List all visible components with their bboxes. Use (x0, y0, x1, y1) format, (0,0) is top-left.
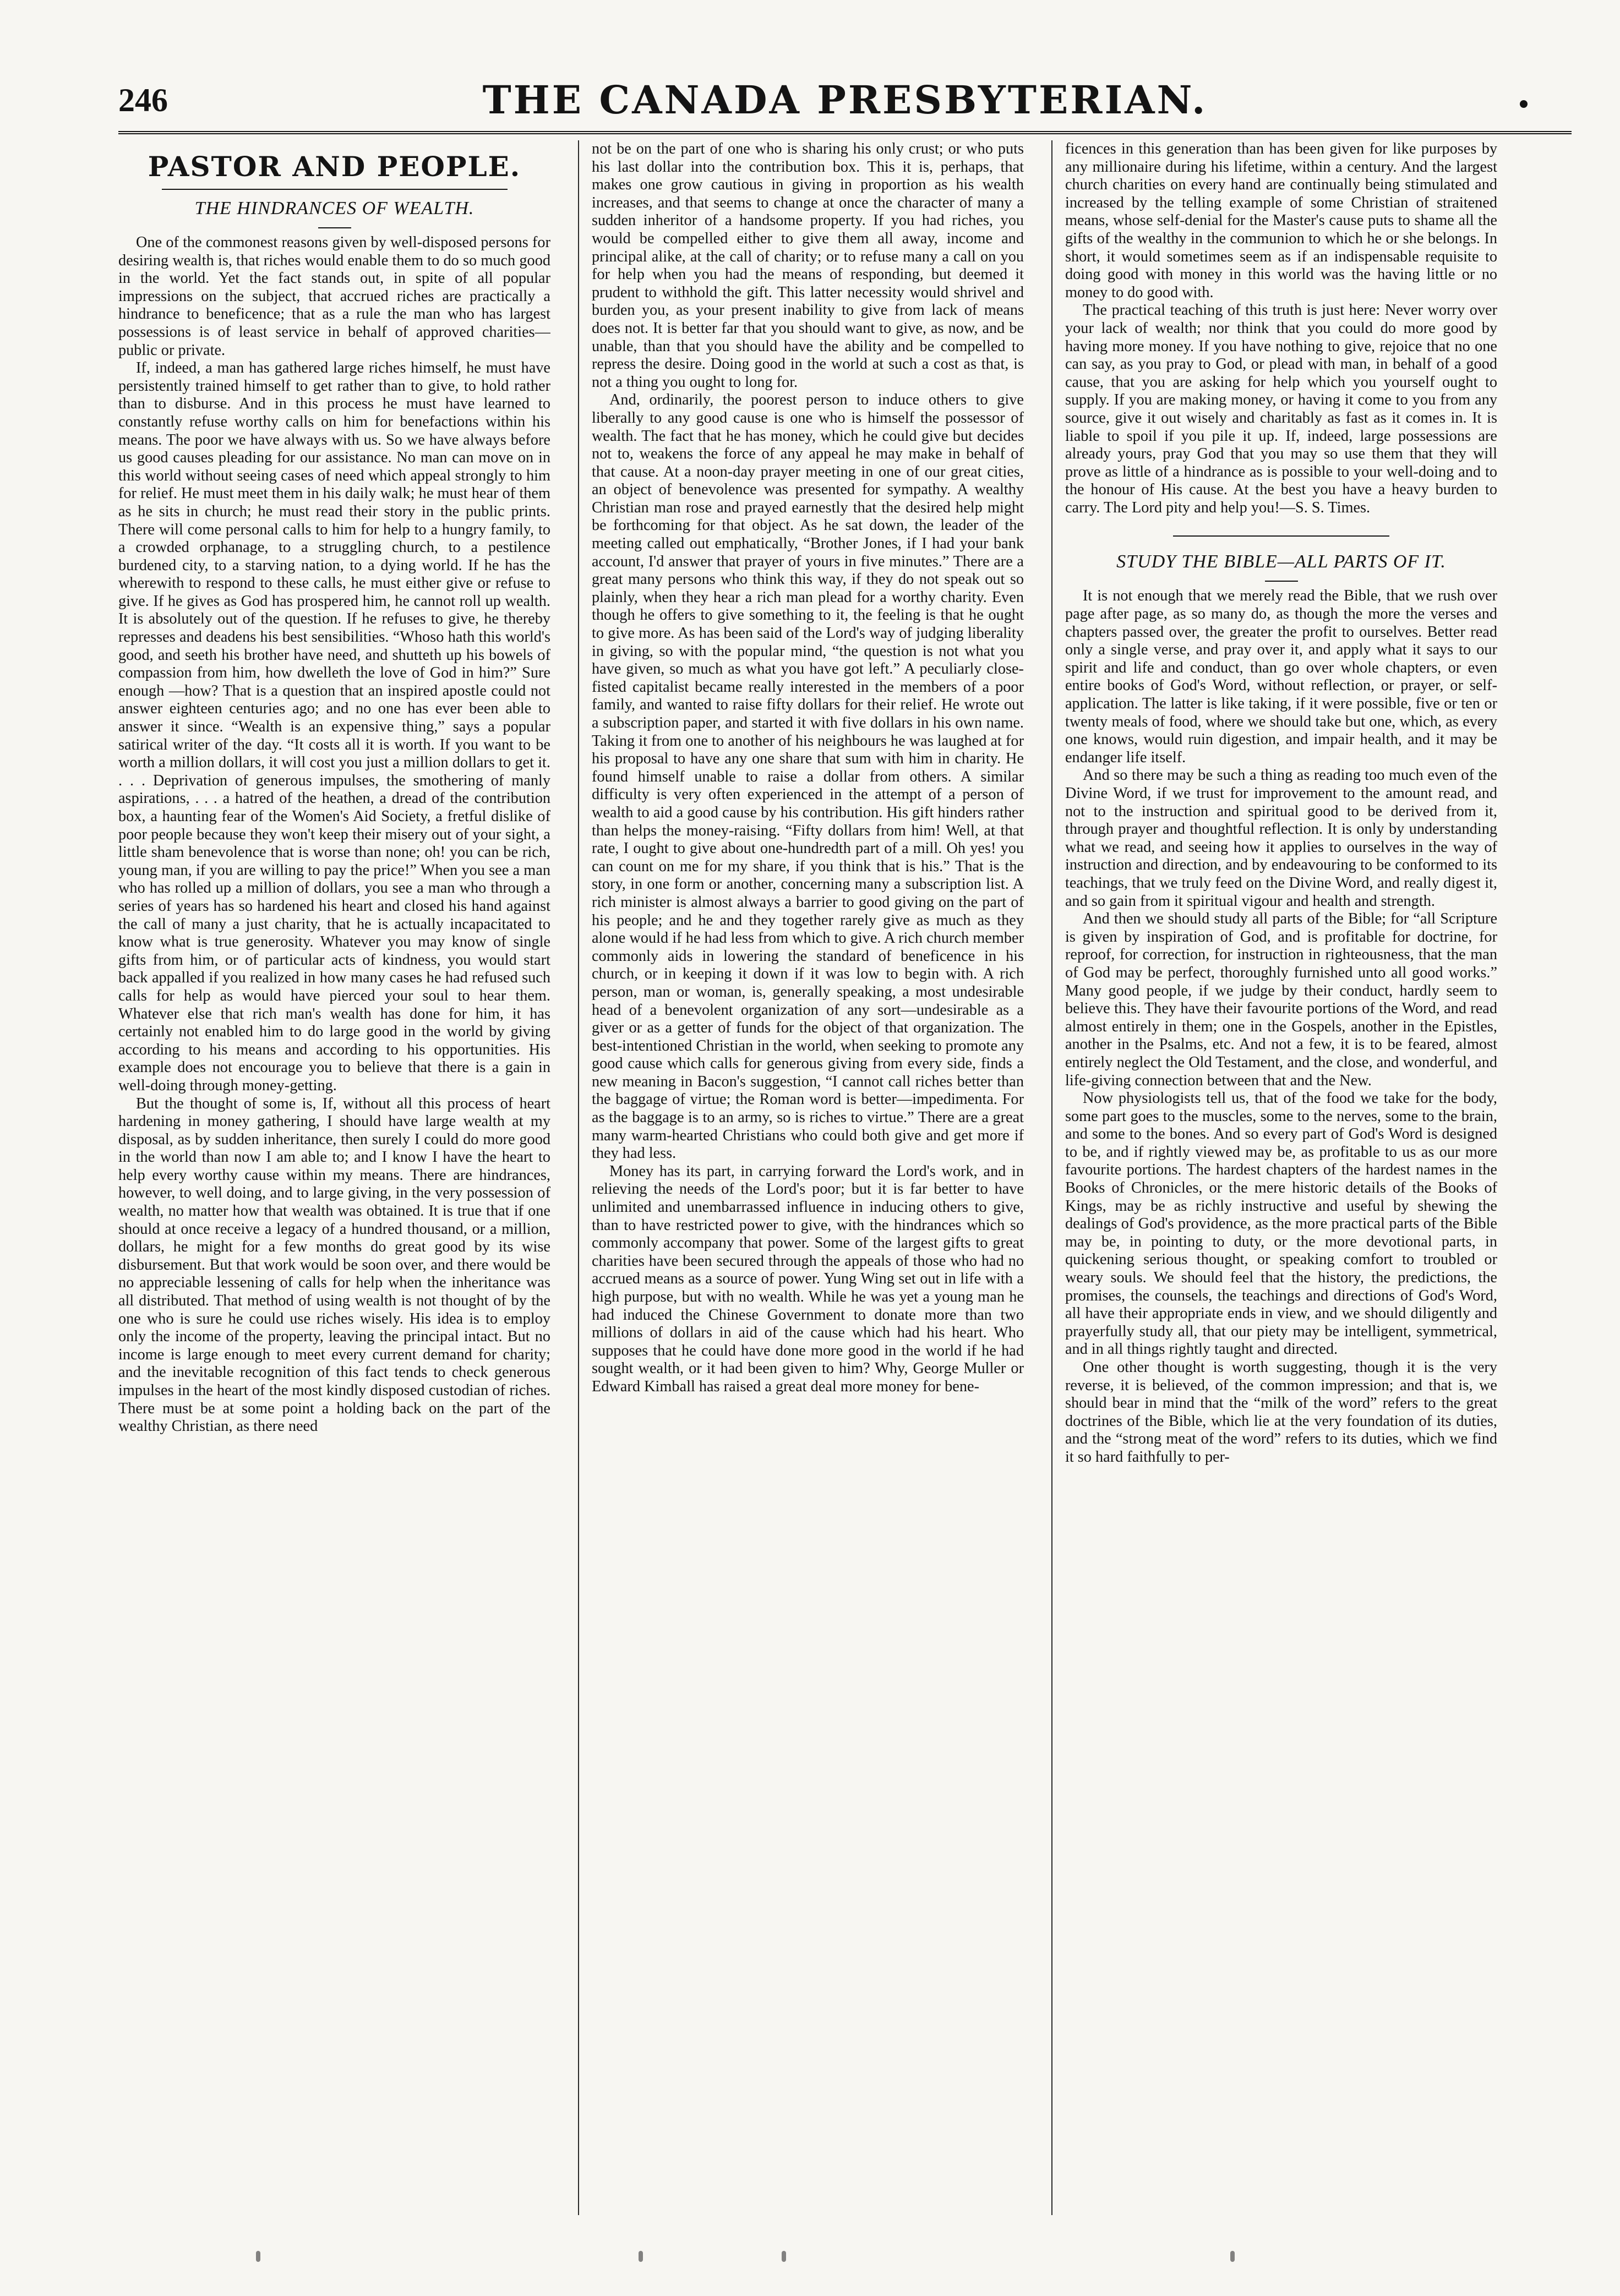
heading-rule (162, 189, 508, 190)
title-rule (318, 227, 351, 228)
paragraph: If, indeed, a man has gathered large riches himself, he must have persistently trained himself to get rather than to give, to hold rather than to disburse. And in this process he must have learned to constantly refuse worthy calls on him for benefactions within his means. The poor we have always with us. So we have always before us good causes pleading for our assistance. No man can move on in this world without seeing cases of need which appeal strongly to him for relief. He must meet them in his daily walk; he must hear of them as he sits in church; he must read their story in the public prints. There will come personal calls to him for help to a hungry family, to a crowded orphanage, to a struggling church, to a pestilence burdened city, to a starving nation, to a dying world. If he has the wherewith to respond to these calls, he must either give or refuse to give. If he gives as God has prospered him, he cannot roll up wealth. It is absolutely out of the question. If he refuses to give, he thereby represses and deadens his best sensibilities. “Whoso hath this world's good, and seeth his brother have need, and shutteth up his bowels of compassion from him, how dwelleth the love of God in him?” Sure enough —how? That is a question that an inspired apostle could not answer eighteen centuries ago; and no one has ever been able to answer it since. “Wealth is an expensive thing,” says a popular satirical writer of the day. “It costs all it is worth. If you want to be worth a million dollars, it will cost you just a million dollars to get it. . . . Deprivation of generous impulses, the smothering of manly aspirations, . . . a hatred of the heathen, a dread of the contribution box, a haunting fear of the Women's Aid Society, a fretful dislike of poor people because they won't keep their misery out of your sight, a little sham benevolence that is worse than none; oh! you can be rich, young man, if you are willing to pay the price!” When you see a man who has rolled up a million of dollars, you see a man who through a series of years has so hardened his heart and closed his hand against the call of many a just charity, that he is actually incapacitated to know what is true generosity. Whatever you may know of single gifts from him, or of particular acts of kindness, you would start back appalled if you realized in how many cases he had refused such calls for help as would have pierced your soul to hear them. Whatever else that rich man's wealth has done for him, it has certainly not enabled him to do large good in the world by giving according to his means and according to his opportunities. His example does not encourage you to believe that there is a gain in well-doing through money-getting. (118, 359, 550, 1094)
paragraph: It is not enough that we merely read the Bible, that we rush over page after page, as so many do, as though the more the verses and chapters passed over, the greater the profit to ourselves. Better read only a single verse, and pray over it, and apply what it says to our spirit and life and conduct, than go over whole chapters, or even entire books of God's Word, without reflection, or prayer, or self-application. The latter is like taking, if it were possible, five or ten or twenty meals of food, where we should take but one, which, as every one knows, would ruin digestion, and impair health, and it may be endanger life itself. (1065, 587, 1497, 766)
paragraph: ficences in this generation than has been given for like purposes by any millionaire during his lifetime, within a century. And the largest church charities on every hand are continually being stimulated and increased by the telling example of some Christian of straitened means, whose self-denial for the Master's cause puts to shame all the gifts of the wealthy in the communion to which he or she belongs. In short, it would sometimes seem as if an indispensable requisite to doing good with money in this world was the having little or no money to do good with. (1065, 140, 1497, 301)
column-1 (118, 140, 550, 2215)
paragraph: The practical teaching of this truth is just here: Never worry over your lack of wealth; nor think that you could do more good by having more money. If you have nothing to give, rejoice that no one can say, as you pray to God, or plead with man, in behalf of a good cause, that you are asking for help which you yourself ought to supply. If you are making money, or having it come to you from any source, give it out wisely and charitably as fast as it comes in. It is liable to spoil if you pile it up. If, indeed, large possessions are already yours, pray God that you may so use them that they will prove as little of a hindrance as is possible to your well-doing and to the honour of His cause. At the best you have a heavy burden to carry. The Lord pity and help you!—S. S. Times. (1065, 302, 1497, 516)
ornament-dot (1520, 100, 1528, 108)
print-mark (639, 2251, 643, 2262)
article-title-hindrances: THE HINDRANCES OF WEALTH. (194, 198, 474, 218)
column-divider (1051, 140, 1052, 2215)
page-number: 246 (118, 82, 168, 118)
print-mark (1230, 2251, 1235, 2262)
article-title-study-bible: STUDY THE BIBLE—ALL PARTS OF IT. (1116, 551, 1446, 572)
paragraph: One of the commonest reasons given by well-disposed persons for desiring wealth is, that riches would enable them to do so much good in the world. Yet the fact stands out, in spite of all popular impressions on the subject, that accrued riches are practically a hindrance to beneficence; that as a rule the man who has largest possessions is of least service in behalf of approved charities—public or private. (118, 234, 550, 359)
column-2 (592, 140, 1024, 2215)
paragraph: And then we should study all parts of the Bible; for “all Scripture is given by inspiration of God, and is profitable for doctrine, for reproof, for correction, for instruction in righteousness, that the man of God may be perfect, thoroughly furnished unto all good works.” Many good people, if we judge by their conduct, hardly seem to believe this. They have their favourite portions of the Word, and read almost entirely in them; one in the Gospels, another in the Epistles, another in the Psalms, etc. And not a few, it is to be feared, almost entirely neglect the Old Testament, and the close, and wonderful, and life-giving connection between that and the New. (1065, 910, 1497, 1089)
title-rule (1265, 581, 1298, 582)
section-heading: PASTOR AND PEOPLE. (148, 150, 521, 183)
paragraph: And, ordinarily, the poorest person to induce others to give liberally to any good cause is one who is himself the possessor of wealth. The fact that he has money, which he could give but decides not to, weakens the force of any appeal he may make in behalf of that cause. At a noon-day prayer meeting in one of our great cities, an object of benevolence was presented for sympathy. A wealthy Christian man rose and prayed earnestly that the desired help might be forthcoming for that object. As he sat down, the leader of the meeting called out emphatically, “Brother Jones, if I had your bank account, I'd answer that prayer of yours in five minutes.” There are a great many persons who think this way, if they do not speak out so plainly, when they hear a rich man plead for a worthy charity. Even though he offers to give something to it, the feeling is that he ought to give more. As has been said of the Lord's way of judging liberality in giving, so with the popular mind, “the question is not what you have given, so much as what you have got left.” A peculiarly close-fisted capitalist became really interested in the members of a poor family, and wanted to raise fifty dollars for their relief. He wrote out a subscription paper, and started it with five dollars in his own name. Taking it from one to another of his neighbours he was laughed at for his proposal to have any one share that sum with him in charity. He found himself unable to raise a dollar from others. A similar difficulty is very often experienced in the attempt of a person of wealth to aid a good cause by his contribution. His gift hinders rather than helps the money-raising. “Fifty dollars from him! Well, at that rate, I ought to give about one-hundredth part of a mill. Oh yes! you can count on me for my share, if you think that is his.” That is the story, in one form or another, concerning many a subscription list. A rich minister is almost always a barrier to good giving on the part of his people; and he and they together rarely give as much as they alone would if he had less from which to give. A rich church member commonly aids in lowering the standard of beneficence in his church, or in keeping it down if it was low to begin with. A rich person, man or woman, is, generally speaking, a most undesirable head of a benevolent organization of any sort—undesirable as a giver or as a getter of funds for the object of that organization. The best-intentioned Christian in the world, when seeking to promote any good cause which calls for generous giving from every side, finds a new meaning in Bacon's suggestion, “I cannot call riches better than the baggage of virtue; the Roman word is better—impedimenta. For as the baggage is to an army, so is riches to virtue.” There are a great many warm-hearted Christians who could both give and get more if they had less. (592, 391, 1024, 1162)
print-mark (256, 2251, 260, 2262)
column-3 (1065, 140, 1497, 2215)
print-mark (782, 2251, 786, 2262)
paragraph: Money has its part, in carrying forward the Lord's work, and in relieving the needs of the Lord's poor; but it is far better to have unlimited and unembarrassed influence in inducing others to give, than to have restricted power to give, with the hindrances which so commonly accompany that power. Some of the largest gifts to great charities have been secured through the appeals of those who had no accrued means as a source of power. Yung Wing set out in life with a high purpose, but with no wealth. While he was yet a young man he had induced the Chinese Government to donate more than two millions of dollars in aid of the cause which had his heart. Who supposes that he could have done more good in the world if he had sought wealth, or it had been given to him? Why, George Muller or Edward Kimball has raised a great deal more money for bene- (592, 1162, 1024, 1395)
article-separator (1173, 535, 1389, 537)
newspaper-title: THE CANADA PRESBYTERIAN. (482, 77, 1208, 123)
column-divider (578, 140, 579, 2215)
header-rule (118, 131, 1572, 134)
paragraph: One other thought is worth suggesting, though it is the very reverse, it is believed, of the common impression; and that is, we should bear in mind that the “milk of the word” refers to the great doctrines of the Bible, which lie at the very foundation of its duties, and the “strong meat of the word” refers to its duties, which we find it so hard faithfully to per- (1065, 1359, 1497, 1466)
paragraph: not be on the part of one who is sharing his only crust; or who puts his last dollar into the contribution box. This it is, perhaps, that makes one grow cautious in giving in proportion as his wealth increases, and that seems to change at once the character of many a sudden inheritor of a handsome property. If you had riches, you would be compelled either to give them all away, income and principal alike, at the call of charity; or to refuse many a call on you for help when you had the means of responding, but deemed it prudent to withhold the gift. This latter necessity would shrivel and burden you, as your present inability to give from lack of means does not. It is better far that you should want to give, as now, and be unable, than that you should have the ability and be compelled to repress the desire. Doing good in the world at such a cost as that, is not a thing you ought to long for. (592, 140, 1024, 391)
paragraph: Now physiologists tell us, that of the food we take for the body, some part goes to the muscles, some to the nerves, some to the brain, and some to the bones. And so every part of God's Word is designed to be, and if rightly viewed may be, as profitable to us as our more favourite portions. The hardest chapters of the hardest names in the Books of Chronicles, or the mere historic details of the Books of Kings, may be as richly instructive and useful by shewing the dealings of God's providence, as the more practical parts of the Bible may be, in pointing to duty, or the more devotional parts, in quickening serious thought, or speaking comfort to troubled or weary souls. We should feel that the history, the predictions, the promises, the counsels, the teachings and directions of God's Word, all have their appropriate ends in view, and we should diligently and prayerfully study all, that our piety may be intelligent, symmetrical, and in all things rightly taught and directed. (1065, 1090, 1497, 1358)
page-header (118, 72, 1572, 132)
paragraph: But the thought of some is, If, without all this process of heart hardening in money gathering, I should have large wealth at my disposal, as by sudden inheritance, then surely I could do more good in the world than now I am able to; and I know I have the heart to help every worthy cause within my means. There are hindrances, however, to well doing, and to large giving, in the very possession of wealth, no matter how that wealth was obtained. It is true that if one should at once receive a legacy of a hundred thousand, or a million, dollars, he might for a few months do great good by its wise disbursement. But that work would be soon over, and there would be no appreciable lessening of calls for help when the inheritance was all distributed. That method of using wealth is not thought of by the one who is sure he could use riches wisely. His idea is to employ only the income of the property, leaving the principal intact. But no income is large enough to meet every current demand for charity; and the inevitable recognition of this fact tends to check generous impulses in the heart of the most kindly disposed custodian of riches. There must be at some point a holding back on the part of the wealthy Christian, as there need (118, 1095, 550, 1435)
paragraph: And so there may be such a thing as reading too much even of the Divine Word, if we trust for improvement to the amount read, and not to the instruction and spiritual good to be derived from it, through prayer and thoughtful reflection. It is only by understanding what we read, and seeing how it applies to ourselves in the way of instruction and direction, and by endeavouring to be conformed to its teachings, that we truly feed on the Divine Word, and really digest it, and so gain from it spiritual vigour and health and strength. (1065, 767, 1497, 910)
